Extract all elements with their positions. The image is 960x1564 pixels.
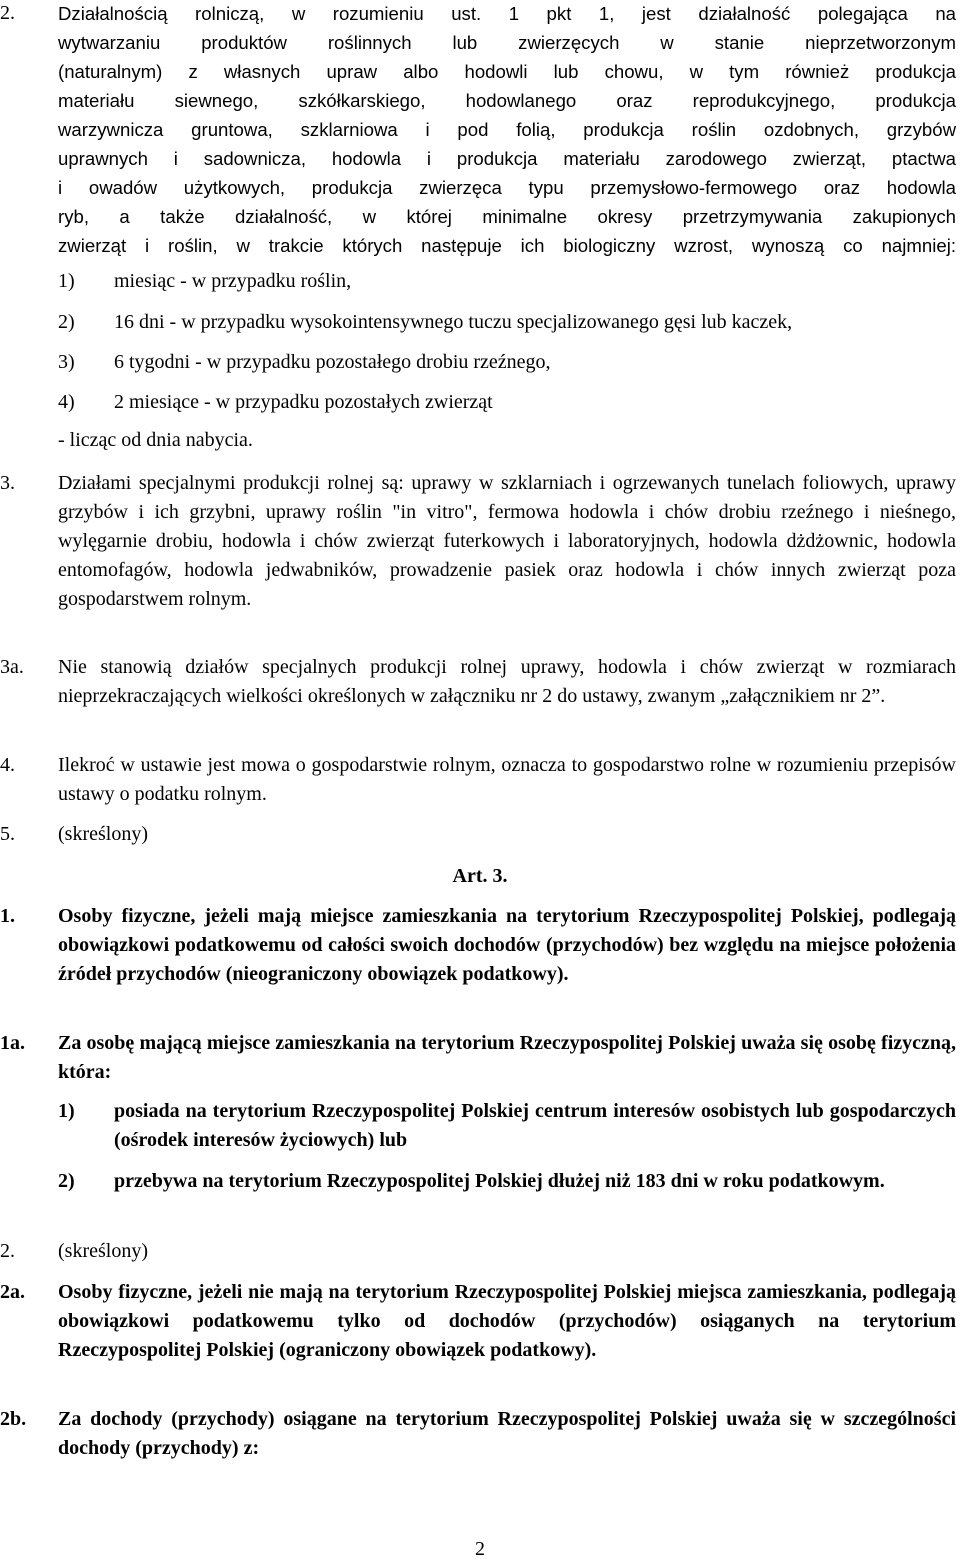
paragraph-number: 2a. — [0, 1281, 25, 1303]
paragraph-text: Za dochody (przychody) osiągane na terytorium Rzeczypospolitej Polskiej uważa się w szczególności dochody (przychody) z: — [58, 1408, 956, 1459]
text-line: ryb, a także działalność, w której minimalne okresy przetrzymywania zakupionych — [58, 206, 956, 227]
article-paragraph-2b — [0, 1405, 960, 1463]
list-item-text: przebywa na terytorium Rzeczypospolitej Polskiej dłużej niż 183 dni w roku podatkowym. — [114, 1170, 885, 1192]
paragraph-number: 3. — [0, 472, 15, 494]
list-item-text: 16 dni - w przypadku wysokointensywnego tuczu specjalizowanego gęsi lub kaczek, — [114, 311, 793, 333]
article-paragraph-2a — [0, 1278, 960, 1365]
article-paragraph-1 — [0, 902, 960, 989]
page-number: 2 — [475, 1538, 485, 1560]
list-item-number: 1) — [58, 1100, 75, 1122]
paragraph-text: Ilekroć w ustawie jest mowa o gospodarstwie rolnym, oznacza to gospodarstwo rolne w rozumieniu przepisów ustawy o podatku rolnym. — [58, 754, 956, 805]
paragraph-text: Osoby fizyczne, jeżeli mają miejsce zamieszkania na terytorium Rzeczypospolitej Polskiej, podlegają obowiązkowi podatkowemu od całości swoich dochodów (przychodów) bez względu na miejsce położenia źródeł przychodów (nieograniczony obowiązek podatkowy). — [58, 905, 956, 985]
article-heading: Art. 3. — [452, 865, 508, 887]
list-item — [58, 1097, 956, 1155]
paragraph-2 — [0, 0, 960, 260]
list-closing — [58, 426, 956, 455]
list-item — [58, 267, 956, 296]
paragraph-text: Osoby fizyczne, jeżeli nie mają na terytorium Rzeczypospolitej Polskiej miejsca zamieszkania, podlegają obowiązkowi podatkowemu tylko od dochodów (przychodów) osiąganych na terytorium Rzeczypospolitej Polskiej (ograniczony obowiązek podatkowy). — [58, 1281, 956, 1361]
text-line: wytwarzaniu produktów roślinnych lub zwierzęcych w stanie nieprzetworzonym — [58, 32, 956, 53]
text-line: Działalnością rolniczą, w rozumieniu ust. 1 pkt 1, jest działalność polegająca na — [58, 3, 956, 24]
paragraph-number: 2b. — [0, 1408, 27, 1430]
text-line: materiału siewnego, szkółkarskiego, hodowlanego oraz reprodukcyjnego, produkcja — [58, 90, 956, 111]
paragraph-number: 4. — [0, 754, 15, 776]
paragraph-number: 5. — [0, 823, 15, 845]
list-item-number: 2) — [58, 1170, 75, 1192]
paragraph-5 — [0, 820, 960, 849]
paragraph-3 — [0, 469, 960, 614]
paragraph-number: 2. — [0, 2, 15, 24]
article-paragraph-2 — [0, 1237, 960, 1266]
list-item-number: 3) — [58, 351, 75, 373]
list-item — [58, 348, 956, 377]
text-line: zwierząt i roślin, w trakcie których następuje ich biologiczny wzrost, wynoszą co najmniej: — [58, 235, 956, 256]
list-item-text: miesiąc - w przypadku roślin, — [114, 270, 352, 292]
article-paragraph-1a — [0, 1029, 960, 1087]
text-line: i owadów użytkowych, produkcja zwierzęca typu przemysłowo-fermowego oraz hodowla — [58, 177, 956, 198]
paragraph-4 — [0, 751, 960, 809]
closing-text: - licząc od dnia nabycia. — [58, 429, 253, 451]
list-item-text: 6 tygodni - w przypadku pozostałego drobiu rzeźnego, — [114, 351, 551, 373]
paragraph-text — [58, 0, 956, 260]
paragraph-number: 1. — [0, 905, 15, 927]
list-item-text: 2 miesiące - w przypadku pozostałych zwierząt — [114, 391, 493, 413]
list-item — [58, 1167, 956, 1196]
list-item-number: 1) — [58, 270, 75, 292]
text-line: uprawnych i sadownicza, hodowla i produkcja materiału zarodowego zwierząt, ptactwa — [58, 148, 956, 169]
paragraph-number: 3a. — [0, 656, 24, 678]
paragraph-text: Działami specjalnymi produkcji rolnej są: uprawy w szklarniach i ogrzewanych tunelach foliowych, uprawy grzybów i ich grzybni, uprawy roślin "in vitro", fermowa hodowla i chów drobiu rzeźnego i nieśnego, wylęgarnie drobiu, hodowla i chów zwierząt futerkowych i laboratoryjnych, hodowla dżdżownic, hodowla entomofagów, hodowla jedwabników, prowadzenie pasiek oraz hodowla i chów innych zwierząt poza gospodarstwem rolnym. — [58, 472, 956, 610]
paragraph-number: 2. — [0, 1240, 15, 1262]
list-item — [58, 388, 956, 417]
text-line: warzywnicza gruntowa, szklarniowa i pod folią, produkcja roślin ozdobnych, grzybów — [58, 119, 956, 140]
text-line: (naturalnym) z własnych upraw albo hodowli lub chowu, w tym również produkcja — [58, 61, 956, 82]
paragraph-text: (skreślony) — [58, 1240, 148, 1262]
paragraph-text: (skreślony) — [58, 823, 148, 845]
list-item-text: posiada na terytorium Rzeczypospolitej Polskiej centrum interesów osobistych lub gospodarczych (ośrodek interesów życiowych) lub — [114, 1100, 956, 1151]
list-item-number: 2) — [58, 311, 75, 333]
list-item-number: 4) — [58, 391, 75, 413]
paragraph-text: Za osobę mającą miejsce zamieszkania na terytorium Rzeczypospolitej Polskiej uważa się osobę fizyczną, która: — [58, 1032, 956, 1083]
paragraph-text: Nie stanowią działów specjalnych produkcji rolnej uprawy, hodowla i chów zwierząt w rozmiarach nieprzekraczających wielkości określonych w załączniku nr 2 do ustawy, zwanym „załącznikiem nr 2”. — [58, 656, 956, 707]
list-item — [58, 308, 956, 337]
paragraph-3a — [0, 653, 960, 711]
paragraph-number: 1a. — [0, 1032, 25, 1054]
